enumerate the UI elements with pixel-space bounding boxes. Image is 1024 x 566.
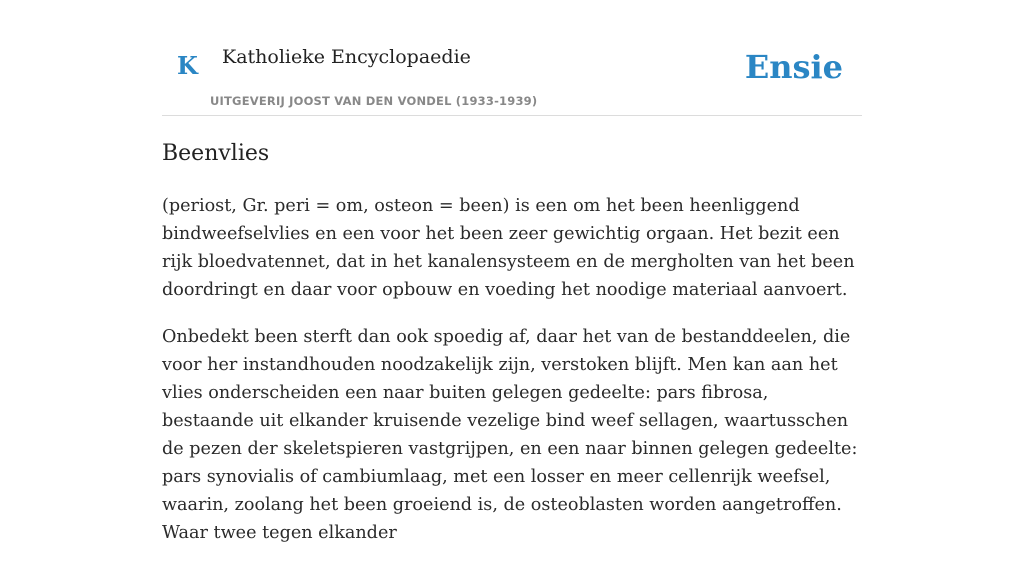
site-header bbox=[162, 0, 862, 116]
entry-paragraph: (periost, Gr. peri = om, osteon = been) is een om het been heenliggend bindweefselvlies en een voor het been zeer gewichtig orgaan. Het bezit een rijk bloedvatennet, dat in het kanalensysteem en de mergholten van het been doordringt en daar voor opbouw en voeding het noodige materiaal aanvoert. bbox=[162, 196, 855, 300]
entry-body bbox=[162, 192, 862, 566]
encyclopedia-logo-icon[interactable]: K bbox=[177, 51, 198, 80]
content-container bbox=[162, 0, 862, 543]
entry-paragraph: Onbedekt been sterft dan ook spoedig af, daar het van de bestanddeelen, die voor her instandhouden noodzakelijk zijn, verstoken blijft. Men kan aan het vlies onderscheiden een naar buiten gelegen gedeelte: pars fibrosa, bestaande uit elkander kruisende vezelige bind weef sellagen, waartusschen de pezen der skeletspieren vastgrijpen, en een naar binnen gelegen gedeelte: pars synovialis of cambiumlaag, met een losser en meer cellenrijk weefsel, waarin, zoolang het been groeiend is, de osteoblasten worden aangetroffen. Waar twee tegen elkander bbox=[162, 327, 858, 543]
publisher-subtitle: UITGEVERIJ JOOST VAN DEN VONDEL (1933-1939) bbox=[210, 94, 538, 108]
entry-title: Beenvlies bbox=[162, 141, 270, 166]
ensie-brand-link[interactable]: Ensie bbox=[744, 48, 843, 86]
site-title[interactable]: Katholieke Encyclopaedie bbox=[222, 46, 471, 68]
